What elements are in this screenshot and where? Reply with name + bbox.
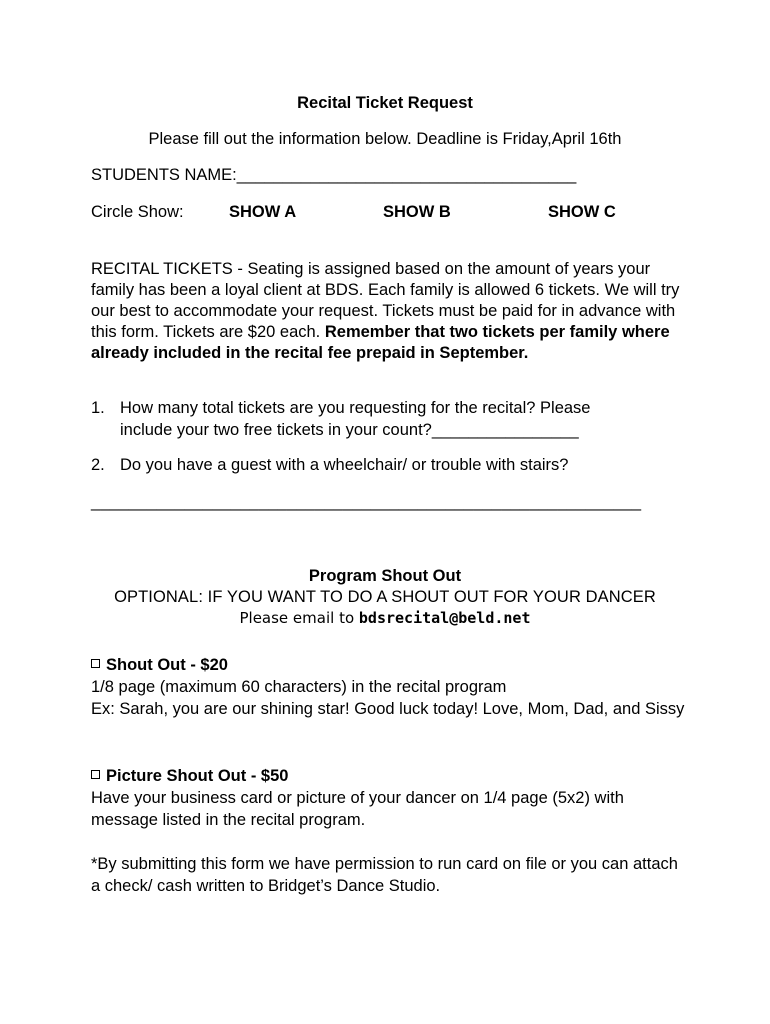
question-2-number: 2. [91,456,105,474]
circle-show-label: Circle Show: [91,203,184,221]
shout-out-line1: 1/8 page (maximum 60 characters) in the recital program [91,678,507,696]
program-email-prefix: Please email to [239,609,359,627]
student-name-blank: _____________________________________ [236,166,577,184]
footer-note: *By submitting this form we have permission to run card on file or you can attach a check/ cash written to Bridget’s Dance Studio. [91,855,678,895]
student-name-label: STUDENTS NAME: [91,166,237,184]
question-2-answer-line[interactable]: ___________________________________________________________ [91,493,642,511]
recital-tickets-text: RECITAL TICKETS - Seating is assigned based on the amount of years your family has been a loyal client at BDS. Each family is allowed 6 tickets. We will try our best to accommodate your request. Tickets must be paid for in advance with this form. Tickets are $20 each. [91,260,680,341]
program-email-link[interactable]: bdsrecital@beld.net [358,609,531,627]
picture-shout-out-checkbox[interactable] [91,770,100,779]
show-b-option[interactable]: SHOW B [383,203,451,221]
picture-shout-out-option[interactable] [91,765,691,787]
program-shout-out-title: Program Shout Out [308,567,462,585]
show-a-option[interactable]: SHOW A [229,203,297,221]
show-c-option[interactable]: SHOW C [548,203,616,221]
picture-shout-out-title: Picture Shout Out - $50 [106,767,289,785]
question-1-text: How many total tickets are you requesting for the recital? Please include your two free tickets in your count? [120,399,591,439]
recital-tickets-paragraph [91,259,686,364]
picture-shout-out-section [91,765,691,831]
picture-shout-out-text: Have your business card or picture of your dancer on 1/4 page (5x2) with message listed in the recital program. [91,789,624,829]
page-title: Recital Ticket Request [297,94,473,112]
question-1 [91,398,631,441]
shout-out-checkbox[interactable] [91,659,100,668]
student-name-field[interactable] [91,165,576,186]
program-email-line [0,608,770,629]
shout-out-title: Shout Out - $20 [106,656,228,674]
question-1-blank[interactable]: ________________ [431,420,579,439]
shout-out-example: Ex: Sarah, you are our shining star! Good luck today! Love, Mom, Dad, and Sissy [91,700,685,718]
instructions-text: Please fill out the information below. Deadline is Friday,April 16th [148,130,622,148]
question-2 [91,455,651,477]
question-2-text: Do you have a guest with a wheelchair/ or trouble with stairs? [120,456,569,474]
recital-tickets-bold-note: Remember that two tickets per family where already included in the recital fee prepaid in September. [91,323,670,362]
program-optional-text: OPTIONAL: IF YOU WANT TO DO A SHOUT OUT FOR YOUR DANCER [114,588,656,606]
shout-out-section [91,654,691,720]
shout-out-option[interactable] [91,654,691,676]
question-1-number: 1. [91,399,105,417]
